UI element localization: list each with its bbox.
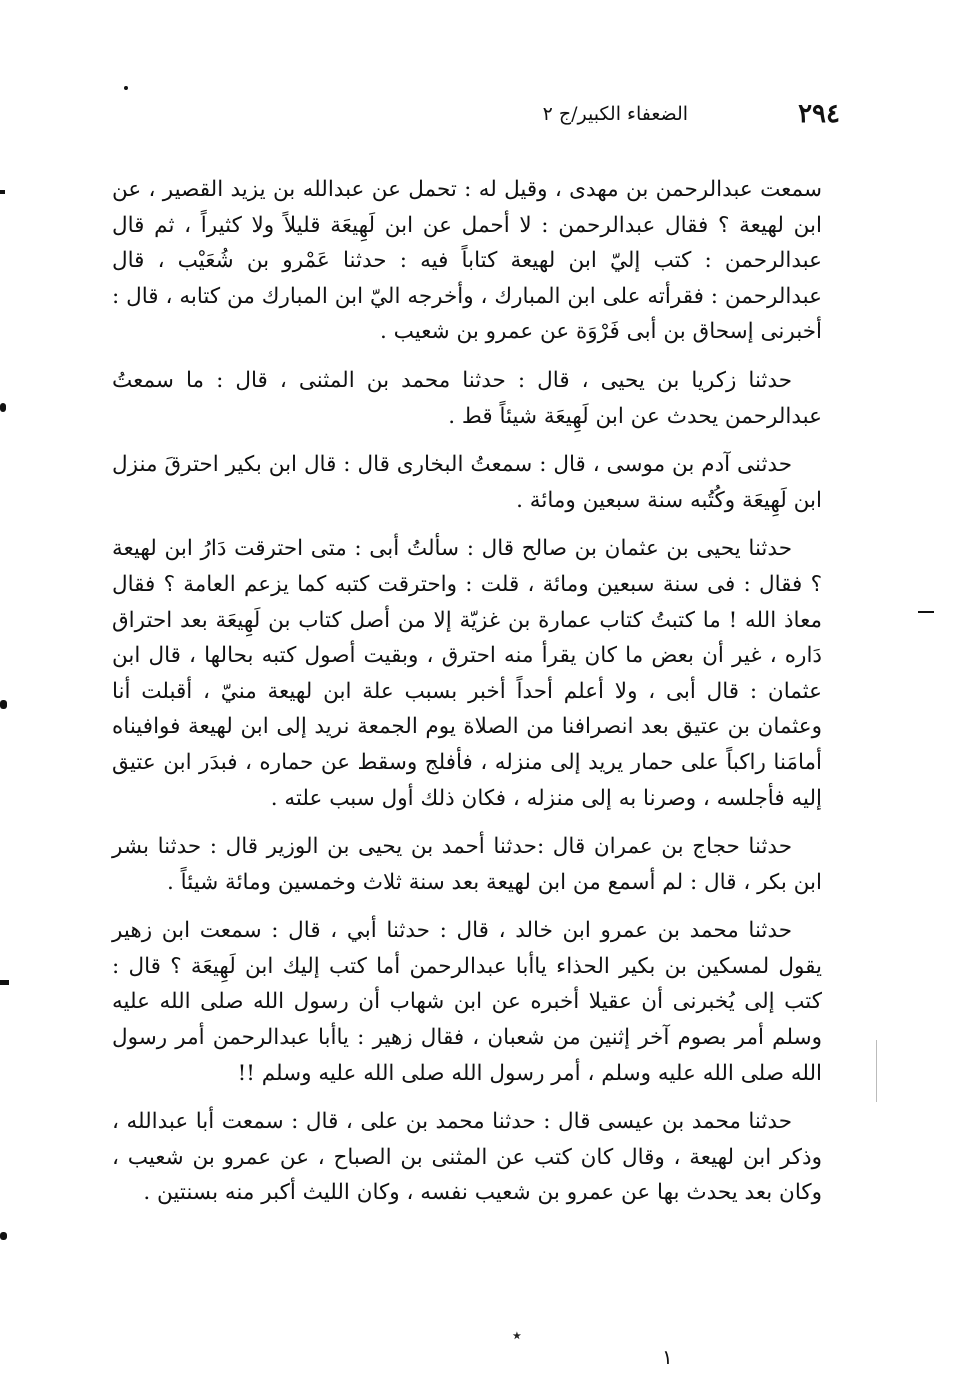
margin-mark [0, 1232, 7, 1240]
paragraph: حدثنا محمد بن عيسى قال : حدثنا محمد بن على ، قال : سمعت أبا عبدالله ، وذكر ابن لهيعة ، وقال كان كتب عن المثنى بن الصباح ، عن عمرو بن شعيب ، وكان بعد يحدث بها عن عمرو بن شعيب نفسه ، وكان الليث أكبر منه بسنتين . [112, 1109, 822, 1206]
paragraph: حدثنا حجاج بن عمران قال :حدثنا أحمد بن يحيى بن الوزير قال : حدثنا بشر ابن بكر ، قال : لم أسمع من ابن لهيعة بعد سنة ثلاث وخمسين ومائة شيئاً . [112, 834, 822, 895]
margin-mark [0, 403, 6, 412]
page-header [400, 94, 840, 134]
footer-number: ١ [662, 1345, 673, 1369]
scan-speck [124, 86, 128, 90]
running-title: الضعفاء الكبير/ج ٢ [542, 103, 689, 125]
paragraph: سمعت عبدالرحمن بن مهدى ، وقيل له : تحمل عن عبدالله بن يزيد القصير ، عن ابن لهيعة ؟ فقال عبدالرحمن : لا أحمل عن ابن لَهِيعَة قليلاً ولا كثيراً ، ثم قال عبدالرحمن : كتب إليّ ابن لهيعة كتاباً فيه : حدثنا عَمْرو بن شُعَيْب ، قال عبدالرحمن : فقرأته على ابن المبارك ، وأخرجه اليّ ابن المبارك من كتابه ، قال : أخبرنى إسحاق بن أبى فَرْوَة عن عمرو بن شعيب . [112, 177, 822, 345]
margin-mark [0, 980, 9, 985]
paragraph: حدثنا محمد بن عمرو ابن خالد ، قال : حدثنا أبي ، قال : سمعت ابن زهير يقول لمسكين بن بكير الحذاء ياأبا عبدالرحمن أما كتب إليك ابن لَهِيعَة ؟ قال : كتب إلى يُخبرنى أن عقيلا أخبره عن ابن شهاب أن رسول الله صلى الله عليه وسلم أمر بصوم آخر إثنين من شعبان ، فقال زهير : ياأبا عبدالرحمن أمر رسول الله صلى الله عليه وسلم ، أمر رسول الله صلى الله عليه وسلم !! [112, 918, 822, 1086]
paragraph: حدثنى آدم بن موسى ، قال : سمعتُ البخارى قال : قال ابن بكير احترقَ منزل ابن لَهِيعَة وكُتُبه سنة سبعين ومائة . [112, 452, 822, 513]
margin-mark [0, 190, 5, 194]
margin-mark [876, 1040, 877, 1102]
margin-mark [918, 611, 934, 613]
body-text [112, 172, 822, 1224]
margin-mark [0, 700, 7, 709]
page-number: ٢٩٤ [798, 99, 840, 129]
paragraph: حدثنا يحيى بن عثمان بن صالح قال : سألتُ أبى : متى احترقت دَارُ ابن لهيعة ؟ فقال : فى سنة سبعين ومائة ، قلت : واحترقت كتبه كما يزعم العامة ؟ فقال معاذ الله ! ما كتبتُ كتاب عمارة بن غزيّة إلا من أصل كتاب بن لَهِيعَة بعد احتراق دَاره ، غير أن بعض ما كان يقرأ منه احترق ، وبقيت أصول كتبه بحالها ، قال ابن عثمان : قال أبى ، ولا أعلم أحداً أخبر بسبب علة ابن لهيعة منيّ ، أقبلت أنا وعثمان بن عتيق بعد انصرافنا من الصلاة يوم الجمعة نريد إلى ابن لهيعة فوافيناه أمامَنا راكباً على حمار يريد إلى منزله ، فأفلج وسقط عن حماره ، فبدَر ابن عتيق إليه فأجلسه ، وصرنا به إلى منزله ، فكان ذلك أول سبب علته . [112, 536, 822, 811]
paragraph: حدثنا زكريا بن يحيى ، قال : حدثنا محمد بن المثنى ، قال : ما سمعتُ عبدالرحمن يحدث عن ابن لَهِيعَة شيئاً قط . [112, 367, 822, 429]
footer-ornament: ٭ [512, 1325, 522, 1346]
